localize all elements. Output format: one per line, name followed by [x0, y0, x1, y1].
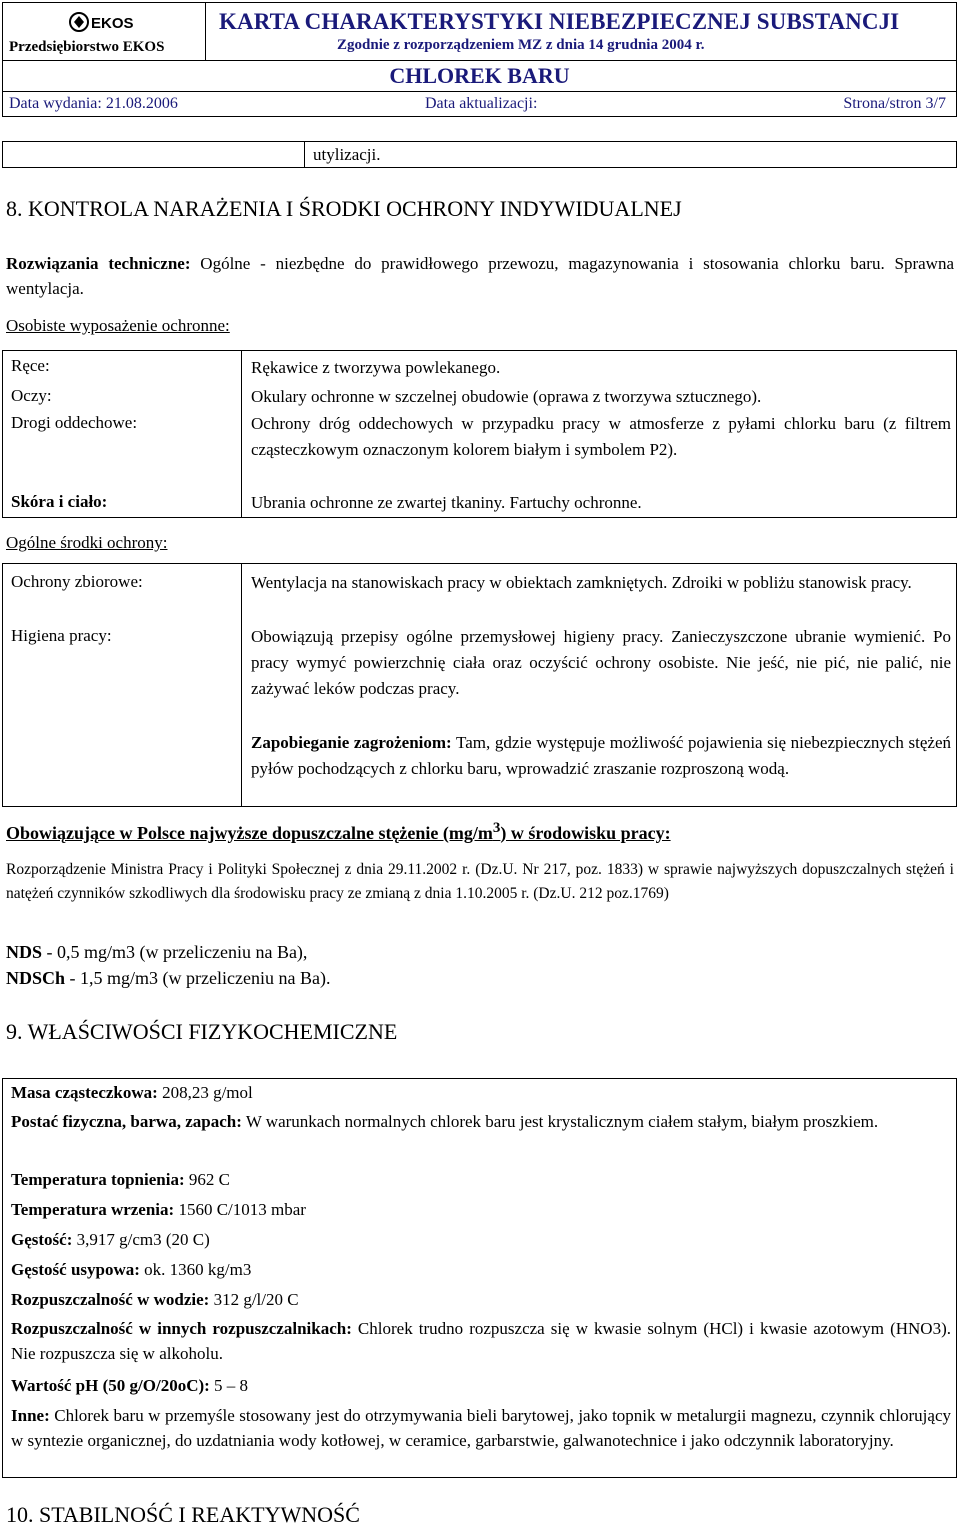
prop-value: W warunkach normalnych chlorek baru jest krystalicznym ciałem stałym, białym proszkiem.: [241, 1112, 879, 1131]
document-header: [2, 2, 957, 117]
nds-line: [6, 942, 307, 963]
prop-water-solubility: [11, 1287, 951, 1312]
personal-protection-heading: Osobiste wyposażenie ochronne:: [6, 316, 230, 335]
prop-label: Temperatura topnienia:: [11, 1170, 185, 1189]
collective-text: Wentylacja na stanowiskach pracy w obiektach zamkniętych. Zdroiki w pobliżu stanowisk pracy.: [251, 573, 912, 592]
skin-label: Skóra i ciało:: [11, 492, 108, 511]
prop-other: [11, 1403, 951, 1453]
general-protection-table: [2, 563, 957, 807]
prop-physical-form: [11, 1109, 951, 1134]
issue-date: Data wydania: 21.08.2006: [9, 95, 178, 112]
prop-value: 1560 C/1013 mbar: [174, 1200, 306, 1219]
eyes-text: Okulary ochronne w szczelnej obudowie (oprawa z tworzywa sztucznego).: [251, 387, 762, 406]
regulation-text: Rozporządzenie Ministra Pracy i Polityki Społecznej z dnia 29.11.2002 r. (Dz.U. Nr 217, poz. 1833) w sprawie najwyższych dopuszczalnych stężeń i natężeń czynników szkodliwych dla środowisku pracy ze zmianą z dnia 1.10.2005 r. (Dz.U. 212 poz.1769): [6, 861, 954, 902]
table-divider: [241, 351, 242, 517]
update-date: Data aktualizacji:: [425, 95, 538, 112]
technical-text: Ogólne - niezbędne do prawidłowego przewozu, magazynowania i stosowania chlorku baru. Sprawna wentylacja.: [6, 254, 954, 298]
company-name: Przedsiębiorstwo EKOS: [9, 39, 165, 55]
general-protection-heading: Ogólne środki ochrony:: [6, 533, 168, 552]
header-dates-row: [3, 92, 956, 117]
prop-boiling-point: [11, 1197, 951, 1222]
respiratory-text: Ochrony dróg oddechowych w przypadku pracy w atmosferze z pyłami chlorku baru (z filtrem cząsteczkowym oznaczonym kolorem białym i symbolem P2).: [251, 414, 951, 459]
prop-density: [11, 1227, 951, 1252]
personal-protection-table: [2, 350, 957, 518]
limits-heading-b: ) w środowisku pracy:: [500, 823, 671, 843]
limits-heading-a: Obowiązujące w Polsce najwyższe dopuszczalne stężenie (mg/m: [6, 823, 493, 843]
ndsch-line: [6, 968, 330, 989]
ekos-logo-icon: [67, 7, 157, 37]
header-substance-row: [3, 61, 956, 92]
prop-bulk-density: [11, 1257, 951, 1282]
nds-label: NDS: [6, 942, 43, 962]
prop-ph: [11, 1373, 951, 1398]
prop-value: 208,23 g/mol: [157, 1083, 253, 1102]
limits-heading-sup: 3: [492, 820, 501, 836]
prop-label: Postać fizyczna, barwa, zapach:: [11, 1112, 242, 1131]
hygiene-label: Higiena pracy:: [11, 626, 112, 645]
skin-text: Ubrania ochronne ze zwartej tkaniny. Fartuchy ochronne.: [251, 493, 642, 512]
prop-value: 3,917 g/cm3 (20 C): [72, 1230, 210, 1249]
column-divider: [304, 142, 305, 167]
hygiene-text: Obowiązują przepisy ogólne przemysłowej higieny pracy. Zanieczyszczone ubranie wymienić. Po pracy wymyć powierzchnię ciała oraz oczyścić ochrony osobiste. Nie jeść, nie pić, nie palić, nie zażywać leków podczas pracy.: [251, 627, 951, 698]
table-divider: [241, 564, 242, 806]
prop-other-solubility: [11, 1316, 951, 1366]
header-top-row: [3, 3, 956, 61]
substance-name: CHLOREK BARU: [389, 63, 570, 88]
prevention-body: Tam, gdzie występuje możliwość pojawienia się niebezpiecznych stężeń pyłów pochodzących z chlorku baru, wprowadzić zraszanie rozproszoną wodą.: [251, 733, 951, 778]
section-9-title: 9. WŁAŚCIWOŚCI FIZYKOCHEMICZNE: [6, 1019, 398, 1044]
eyes-label: Oczy:: [11, 386, 52, 405]
prop-label: Inne:: [11, 1406, 50, 1425]
document-title: KARTA CHARAKTERYSTYKI NIEBEZPIECZNEJ SUBSTANCJI: [219, 9, 900, 34]
prop-melting-point: [11, 1167, 951, 1192]
section-8-title: 8. KONTROLA NARAŻENIA I ŚRODKI OCHRONY INDYWIDUALNEJ: [6, 196, 682, 221]
prop-value: 962 C: [184, 1170, 230, 1189]
hands-label: Ręce:: [11, 356, 50, 375]
prop-molar-mass: [11, 1080, 951, 1105]
properties-table: [2, 1078, 957, 1478]
document-subtitle: Zgodnie z rozporządzeniem MZ z dnia 14 grudnia 2004 r.: [337, 37, 705, 53]
prop-label: Temperatura wrzenia:: [11, 1200, 175, 1219]
nds-value: - 0,5 mg/m3 (w przeliczeniu na Ba),: [42, 942, 308, 962]
header-company-cell: [3, 3, 206, 61]
prop-value: ok. 1360 kg/m3: [139, 1260, 252, 1279]
prop-value: Chlorek trudno rozpuszcza się w kwasie solnym (HCl) i kwasie azotowym (HNO3). Nie rozpuszcza się w alkoholu.: [11, 1319, 951, 1363]
respiratory-label: Drogi oddechowe:: [11, 413, 138, 432]
technical-solutions: [6, 251, 954, 301]
collective-label: Ochrony zbiorowe:: [11, 572, 143, 591]
hands-text: Rękawice z tworzywa powlekanego.: [251, 358, 501, 377]
prevention-text: [251, 730, 951, 782]
prop-value: 5 – 8: [209, 1376, 249, 1395]
prop-label: Wartość pH (50 g/O/20oC):: [11, 1376, 210, 1395]
ndsch-value: - 1,5 mg/m3 (w przeliczeniu na Ba).: [65, 968, 331, 988]
prop-label: Gęstość usypowa:: [11, 1260, 140, 1279]
technical-label: Rozwiązania techniczne:: [6, 254, 191, 273]
page-number: Strona/stron 3/7: [843, 95, 946, 112]
continuation-row: [2, 141, 957, 168]
prop-label: Masa cząsteczkowa:: [11, 1083, 158, 1102]
prevention-label: Zapobieganie zagrożeniom:: [251, 733, 452, 752]
prop-label: Gęstość:: [11, 1230, 73, 1249]
section-10-title: 10. STABILNOŚĆ I REAKTYWNOŚĆ: [6, 1502, 360, 1527]
ndsch-label: NDSCh: [6, 968, 66, 988]
logo-text: EKOS: [91, 15, 134, 32]
prop-value: 312 g/l/20 C: [209, 1290, 299, 1309]
prop-label: Rozpuszczalność w innych rozpuszczalnikach:: [11, 1319, 352, 1338]
prop-value: Chlorek baru w przemyśle stosowany jest do otrzymywania bieli barytowej, jako topnik w metalurgii magnezu, czynnik chlorujący w syntezie organicznej, do uzdatniania wody kotłowej, w ceramice, garbarstwie, galwanotechnice i jako odczynnik laboratoryjny.: [11, 1406, 951, 1450]
continuation-text: utylizacji.: [313, 145, 381, 164]
prop-label: Rozpuszczalność w wodzie:: [11, 1290, 210, 1309]
limits-heading: [6, 820, 671, 844]
